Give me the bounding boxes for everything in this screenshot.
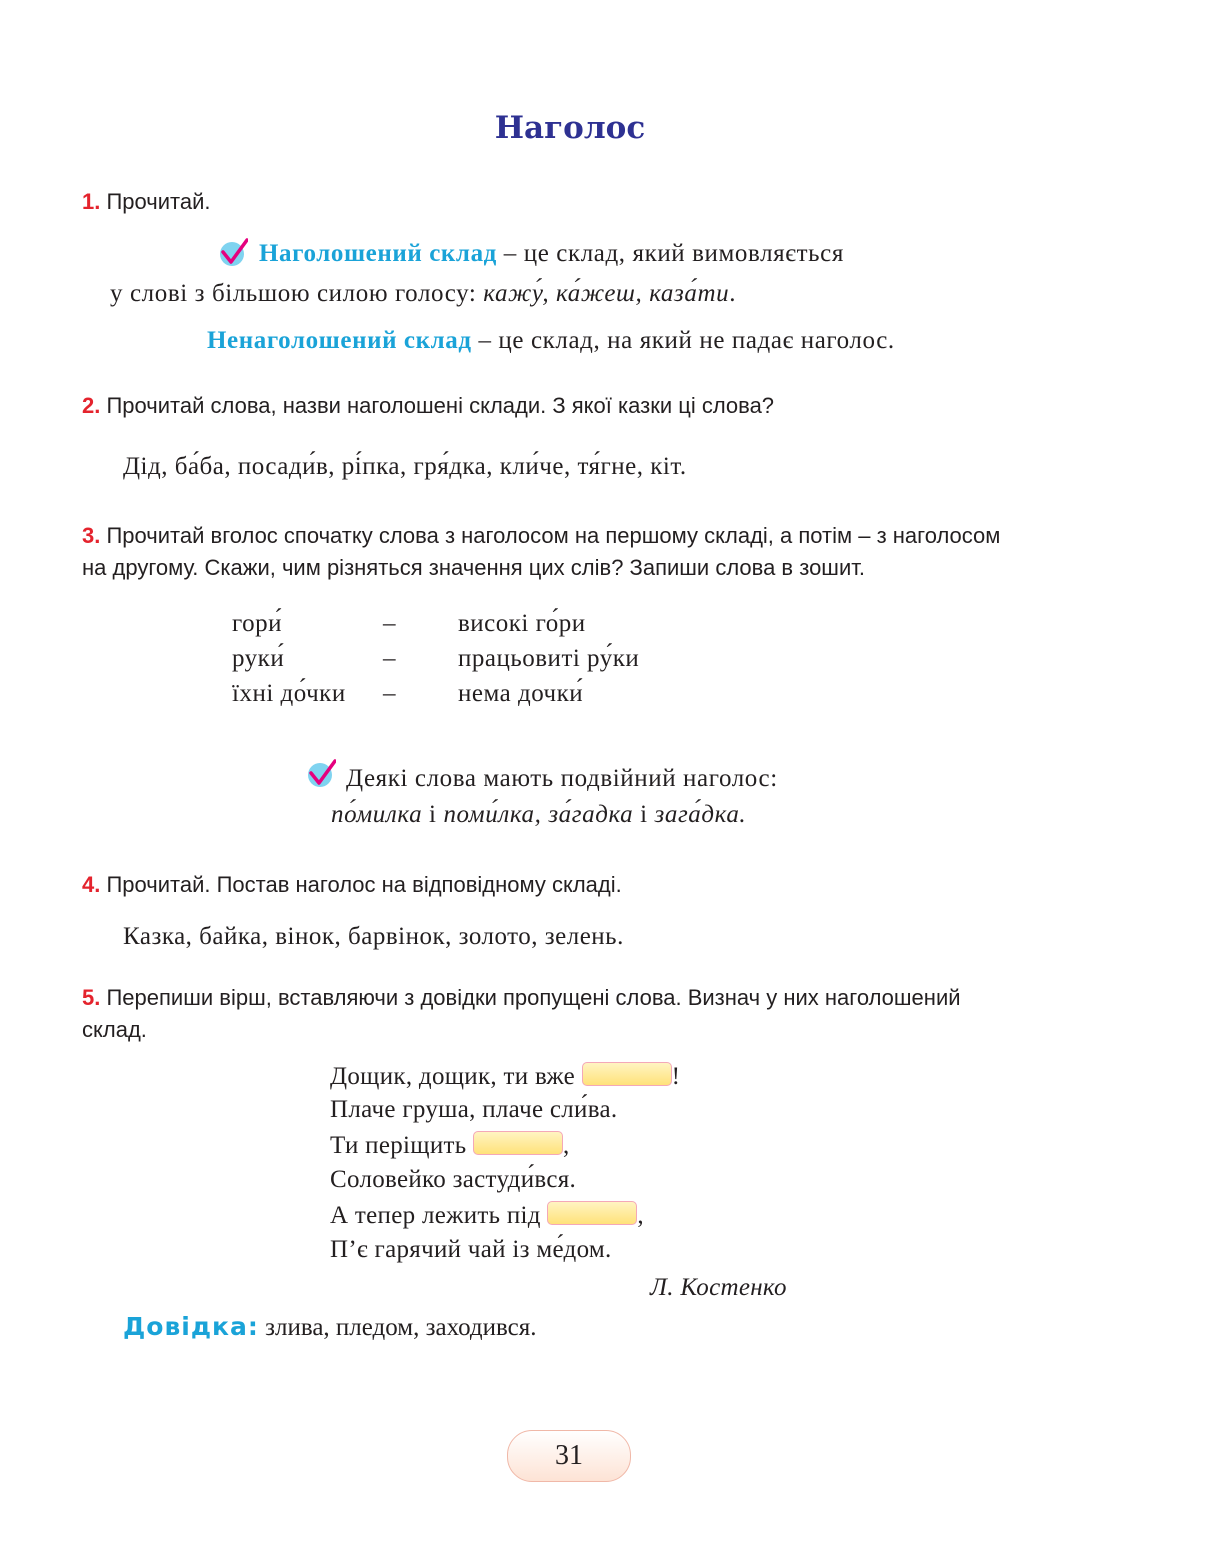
rule-text: – це склад, на який не падає наголос.: [471, 327, 895, 354]
pair-right: високі го́ри: [458, 610, 586, 637]
task-2-words: Дід, ба́ба, посади́в, рі́пка, гря́дка, кли́че, тя́гне, кіт.: [123, 453, 687, 480]
checkmark-icon: [306, 758, 336, 788]
poem-text: ,: [637, 1202, 644, 1229]
task-number: 3.: [82, 523, 101, 548]
term-stressed: Наголошений склад: [259, 240, 497, 267]
note-word: поми́лка, за́гадка: [443, 801, 634, 828]
task-5: [82, 982, 961, 1014]
task-number: 5.: [82, 985, 101, 1010]
pair-dash: –: [383, 645, 396, 672]
blank-field[interactable]: [582, 1062, 672, 1086]
rule-stressed: [259, 240, 844, 268]
note-word: по́милка: [331, 801, 423, 828]
blank-field[interactable]: [473, 1131, 563, 1155]
pair-left: їхні до́чки: [232, 680, 346, 707]
blank-field[interactable]: [547, 1201, 637, 1225]
task-text: Прочитай. Постав наголос на відповідному складі.: [106, 872, 622, 897]
task-number: 2.: [82, 393, 101, 418]
task-text: Перепиши вірш, вставляючи з довідки пропущені слова. Визнач у них наголошений: [106, 985, 961, 1010]
rule-stressed-line2: [110, 280, 736, 308]
task-text: Прочитай вголос спочатку слова з наголосом на першому складі, а потім – з наголосом: [106, 523, 1001, 548]
task-text: Прочитай.: [106, 189, 211, 214]
task-number: 4.: [82, 872, 101, 897]
pair-right: нема дочки́: [458, 680, 584, 707]
note-line2: [331, 801, 746, 829]
rule-end: .: [729, 280, 737, 307]
task-4-words: Казка, байка, вінок, барвінок, золото, зелень.: [123, 923, 624, 950]
note-word: зага́дка.: [654, 801, 747, 828]
note-conj: і: [422, 801, 444, 828]
pair-dash: –: [383, 680, 396, 707]
pair-left: гори́: [232, 610, 283, 637]
checkmark-icon: [218, 237, 248, 267]
hint-text: злива, пледом, заходився.: [258, 1314, 537, 1341]
poem-text: !: [671, 1063, 681, 1090]
hint-label: Довідка:: [123, 1312, 259, 1341]
poem-line: [330, 1201, 644, 1230]
poem-text: А тепер лежить під: [330, 1202, 548, 1229]
task-2: [82, 390, 774, 422]
task-number: 1.: [82, 189, 101, 214]
page-title: Наголос: [494, 110, 646, 146]
poem-line: [330, 1131, 570, 1160]
rule-text: у слові з більшою силою голосу:: [110, 280, 484, 307]
term-unstressed: Ненаголошений склад: [207, 327, 472, 354]
task-5-line2: склад.: [82, 1017, 147, 1042]
poem-line: [330, 1062, 680, 1091]
pair-right: працьовиті ру́ки: [458, 645, 640, 672]
task-text: Прочитай слова, назви наголошені склади. З якої казки ці слова?: [106, 393, 775, 418]
poem-text: ,: [563, 1132, 570, 1159]
task-4: [82, 869, 622, 901]
task-3-line2: на другому. Скажи, чим різняться значення цих слів? Запиши слова в зошит.: [82, 555, 865, 580]
page-number: 31: [507, 1430, 631, 1482]
rule-text: – це склад, який вимовляється: [496, 240, 844, 267]
rule-examples: кажу́, ка́жеш, каза́ти: [483, 280, 730, 307]
task-3: [82, 520, 1000, 552]
note-conj: і: [633, 801, 655, 828]
poem-text: Дощик, дощик, ти вже: [330, 1063, 582, 1090]
poem-text: Ти періщить: [330, 1132, 474, 1159]
poem-line: П’є гарячий чай із ме́дом.: [330, 1236, 612, 1263]
poem-author: Л. Костенко: [650, 1274, 787, 1301]
rule-unstressed: [207, 327, 895, 355]
poem-line: Соловейко застуди́вся.: [330, 1166, 577, 1193]
hint: [123, 1312, 537, 1342]
pair-dash: –: [383, 610, 396, 637]
pair-left: руки́: [232, 645, 285, 672]
poem-line: Плаче груша, плаче сли́ва.: [330, 1096, 618, 1123]
task-1: [82, 186, 211, 218]
note-line1: Деякі слова мають подвійний наголос:: [346, 765, 778, 792]
